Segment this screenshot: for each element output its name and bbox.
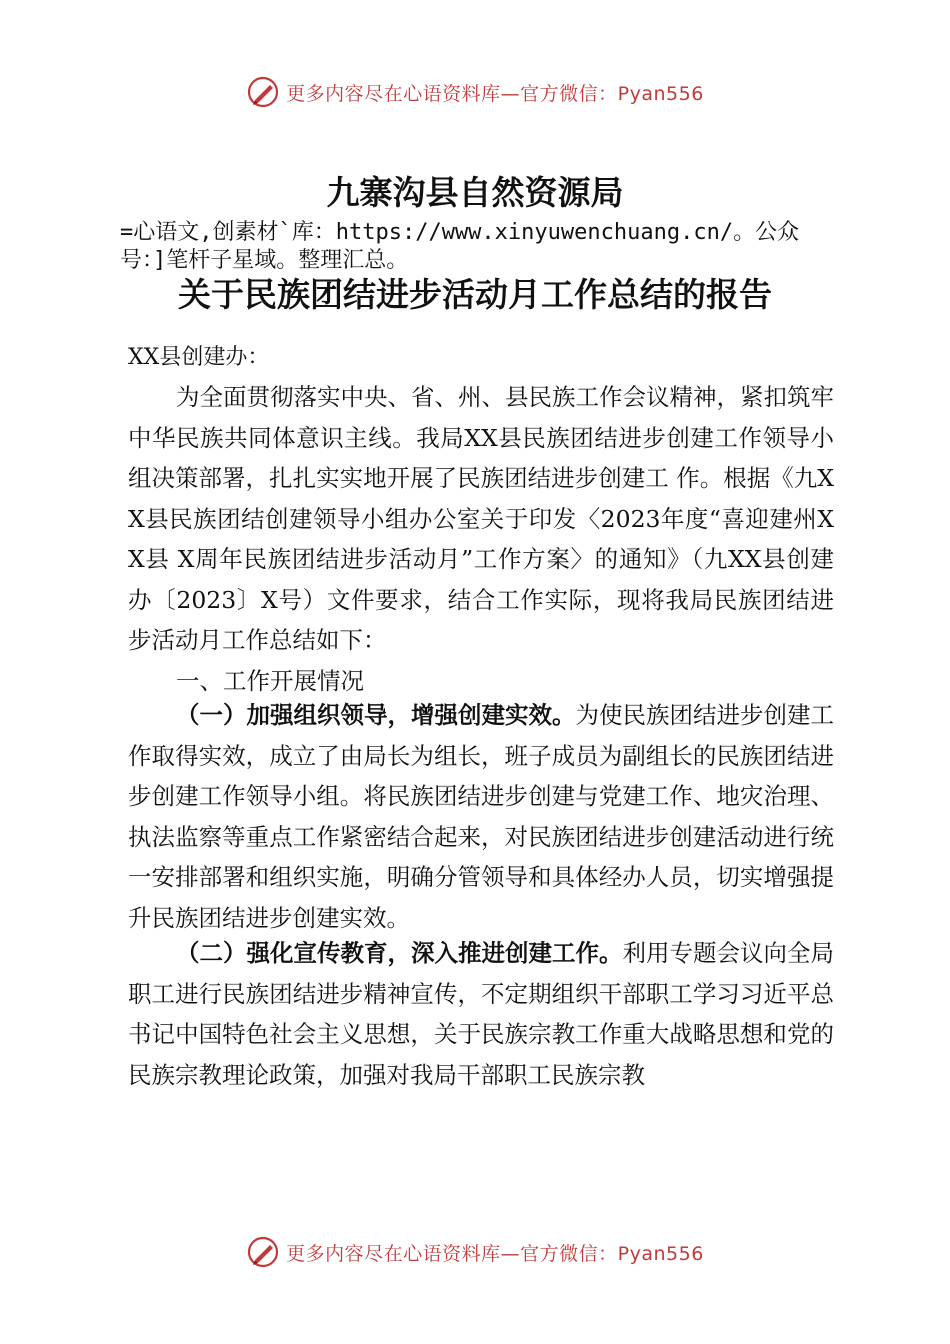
header-banner (0, 72, 950, 112)
item1-lead: （一）加强组织领导，增强创建实效。 (176, 701, 576, 729)
section-heading: 一、工作开展情况 (176, 667, 364, 695)
source-note: =心语文,创素材`库：https://www.xinyuwenchuang.cn/。公众号：]笔杆子星域。整理汇总。 (120, 220, 800, 273)
salutation: XX县创建办： (128, 345, 270, 370)
item2-body: 利用专题会议向全局职工进行民族团结进步精神宣传，不定期组织干部职工学习习近平总书记中国特色社会主义思想，关于民族宗教工作重大战略思想和党的民族宗教理论政策，加强对我局干部职工民族宗教 (128, 939, 834, 1089)
banner-text[interactable]: 更多内容尽在心语资料库—官方微信：Pyan556 (286, 1242, 704, 1265)
item2-paragraph (128, 933, 834, 1095)
banner-text[interactable]: 更多内容尽在心语资料库—官方微信：Pyan556 (286, 82, 704, 105)
item1-body: 为使民族团结进步创建工作取得实效，成立了由局长为组长，班子成员为副组长的民族团结进步创建工作领导小组。将民族团结进步创建与党建工作、地灾治理、执法监察等重点工作紧密结合起来，对民族团结进步创建活动进行统一安排部署和组织实施，明确分管领导和具体经办人员，切实增强提升民族团结进步创建实效。 (128, 701, 834, 932)
item2-lead: （二）强化宣传教育，深入推进创建工作。 (176, 939, 623, 967)
intro-paragraph: 为全面贯彻落实中央、省、州、县民族工作会议精神，紧扣筑牢中华民族共同体意识主线。我局XX县民族团结进步创建工作领导小组决策部署，扎扎实实地开展了民族团结进步创建工 作。根据《九XX县民族团结创建领导小组办公室关于印发〈2023年度“喜迎建州XX县 X周年民族团结进步活动月”工作方案〉的通知》（九XX县创建办〔2023〕X号）文件要求，结合工作实际，现将我局民族团结进步活动月工作总结如下： (128, 383, 834, 654)
pen-logo-icon (246, 75, 280, 109)
org-title: 九寨沟县自然资源局 (326, 173, 624, 212)
item1-paragraph (128, 695, 834, 938)
footer-banner (0, 1232, 950, 1272)
pen-logo-icon (246, 1235, 280, 1269)
report-title: 关于民族团结进步活动月工作总结的报告 (178, 275, 772, 314)
